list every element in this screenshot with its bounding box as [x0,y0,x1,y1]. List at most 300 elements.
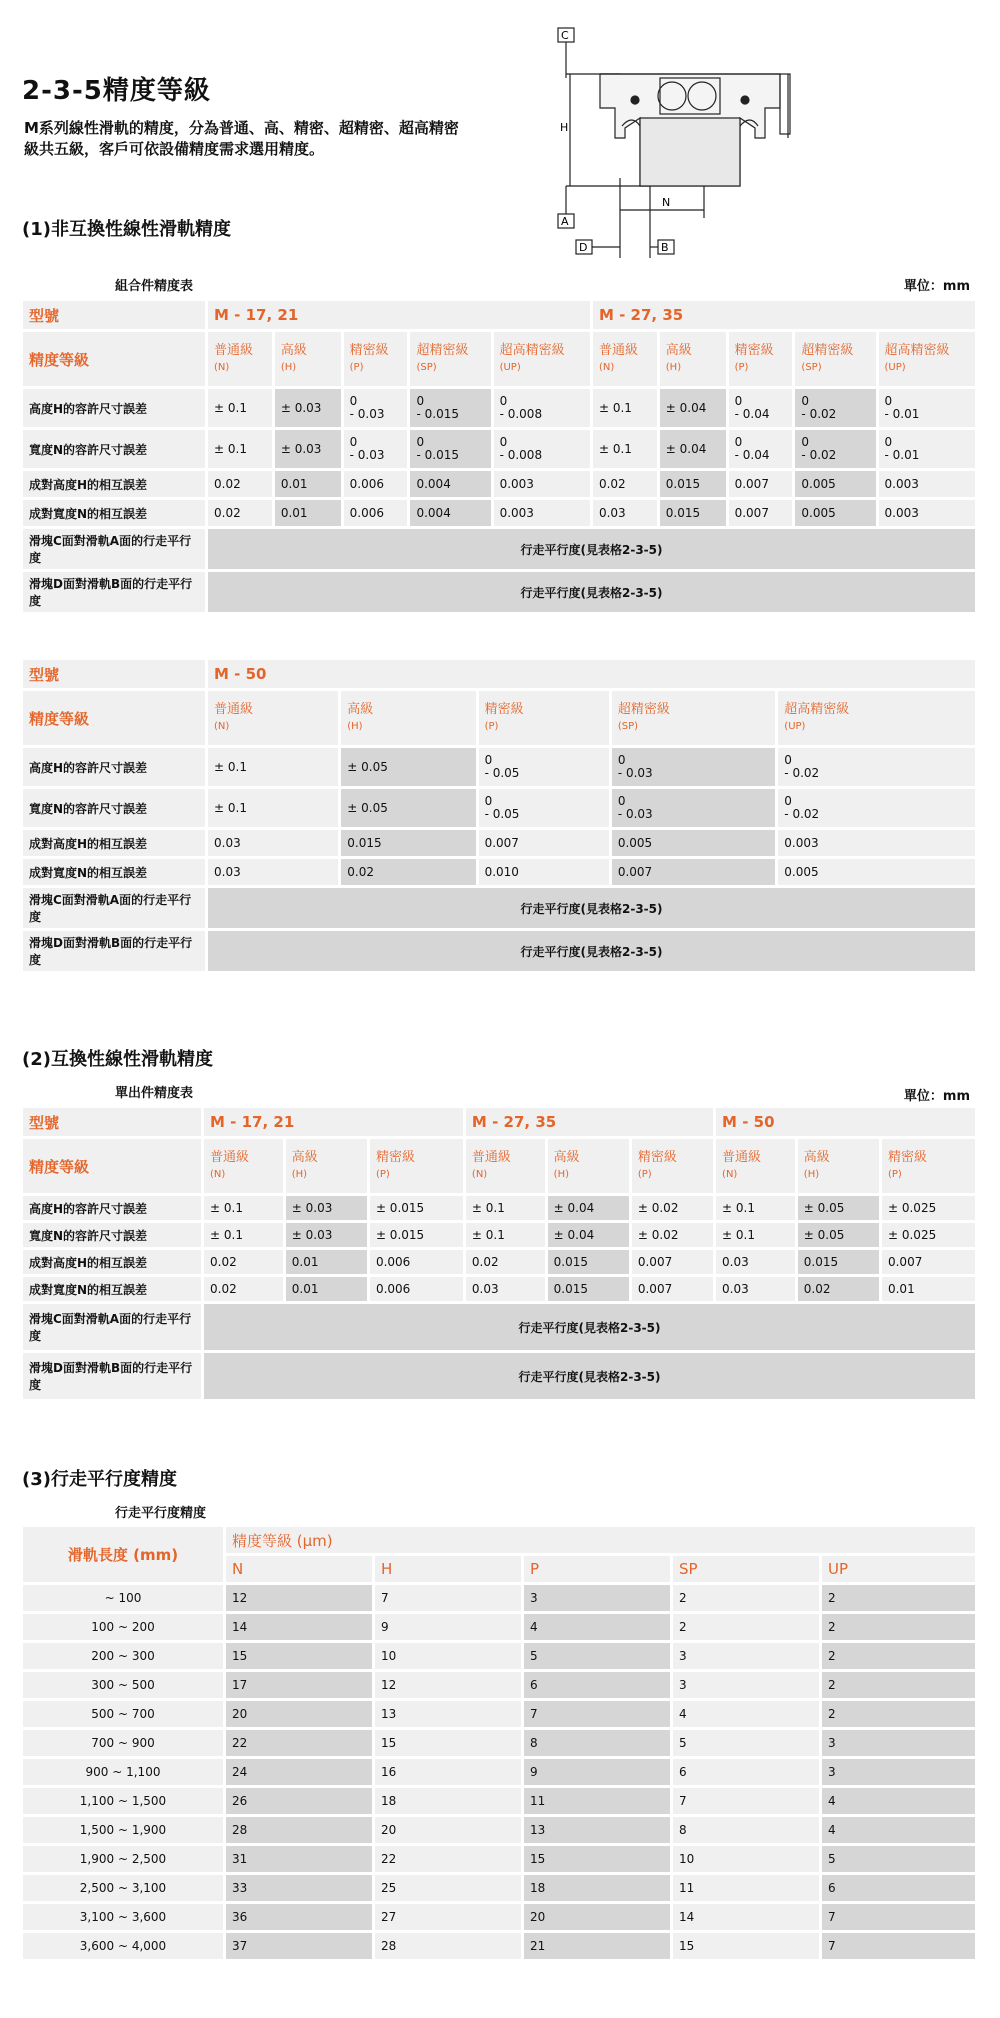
model-name: M - 17, 21 [208,301,590,329]
value-cell: 27 [375,1904,521,1930]
value-cell: ± 0.1 [204,1223,283,1247]
value-cell [494,389,590,427]
value-cell: 24 [226,1759,372,1785]
value-cell: 13 [524,1817,670,1843]
value-lower: - 0.03 [617,766,653,780]
grade-code: (H) [665,361,682,373]
value-cell: 7 [524,1701,670,1727]
grade-name: 普通級 [210,1149,250,1165]
grade-name: 超精密級 [801,342,854,358]
value-upper: 0 [484,794,493,808]
row-label: 滑塊D面對滑軌B面的行走平行度 [23,1353,201,1399]
grade-code: (P) [349,361,364,373]
grade-cell [479,691,609,745]
model-name: M - 50 [716,1108,975,1136]
value-cell: ± 0.1 [593,389,657,427]
table-row [23,1250,975,1274]
length-cell: 1,100 ~ 1,500 [23,1788,223,1814]
length-cell: 3,600 ~ 4,000 [23,1933,223,1959]
value-cell: 0.01 [275,471,341,497]
value-upper: 0 [499,435,508,449]
value-lower: - 0.05 [484,807,520,821]
value-cell: ± 0.03 [286,1223,367,1247]
value-cell: ± 0.05 [341,789,475,827]
value-cell [729,430,793,468]
row-label: 滑塊C面對滑軌A面的行走平行度 [23,1304,201,1350]
value-cell: 7 [375,1585,521,1611]
value-cell: ± 0.02 [632,1196,713,1220]
grade-cell [729,332,793,386]
model-label: 型號 [23,301,205,329]
section1-unit: 單位：mm [903,279,970,294]
table-row [23,931,975,971]
parallel-cell: 行走平行度(見表格2-3-5) [208,529,975,569]
value-lower: - 0.03 [349,407,385,421]
value-cell [612,789,775,827]
value-cell [879,430,975,468]
row-label: 高度H的容許尺寸誤差 [23,389,205,427]
value-cell: 0.007 [612,859,775,885]
value-upper: 0 [784,753,792,767]
value-cell: 0.007 [729,500,793,526]
value-cell: 0.015 [660,471,726,497]
value-upper: 0 [801,394,810,408]
value-cell: 5 [524,1643,670,1669]
model-label: 型號 [23,1108,201,1136]
grade-name: 普通級 [214,342,254,358]
parallel-cell: 行走平行度(見表格2-3-5) [204,1353,975,1399]
table-a [20,298,978,615]
value-cell: 28 [226,1817,372,1843]
section3-caption: 行走平行度精度 [115,1506,207,1521]
table-c [20,1105,978,1402]
table-row [23,1846,975,1872]
grade-name: 精密級 [349,342,389,358]
parallel-cell: 行走平行度(見表格2-3-5) [208,931,975,971]
value-cell: 17 [226,1672,372,1698]
value-cell: 10 [375,1643,521,1669]
grade-code: (UP) [884,361,906,373]
grade-cell [286,1139,367,1193]
value-cell: 12 [375,1672,521,1698]
value-cell: ± 0.1 [208,789,338,827]
row-label: 成對高度H的相互誤差 [23,830,205,856]
value-lower: - 0.015 [416,448,459,462]
grade-cell [466,1139,545,1193]
grade-name: 超高精密級 [884,342,950,358]
value-upper: 0 [734,435,743,449]
grade-code: (P) [375,1168,390,1180]
value-cell: 0.015 [798,1250,879,1274]
value-cell: 3 [822,1759,975,1785]
grade-code: (H) [347,720,363,732]
length-cell: 300 ~ 500 [23,1672,223,1698]
value-cell: 0.007 [882,1250,975,1274]
grade-name: 普通級 [598,342,638,358]
length-header: 滑軌長度 (mm) [23,1527,223,1582]
value-cell [778,789,975,827]
intro-text: M系列線性滑軌的精度，分為普通、高、精密、超精密、超高精密級共五級，客戶可依設備精度需求選用精度。 [24,119,459,158]
table-row [23,1353,975,1399]
table-d [20,1524,978,1962]
grade-col-header: UP [822,1556,975,1582]
value-cell: 0.004 [410,500,490,526]
grade-cell [341,691,475,745]
value-cell: 0.02 [466,1250,545,1274]
value-cell: 0.006 [370,1277,463,1301]
table-row [23,471,975,497]
value-cell: 7 [673,1788,819,1814]
grade-code: (SP) [416,361,437,373]
table-row [23,1196,975,1220]
model-label: 型號 [23,660,205,688]
value-cell: ± 0.05 [798,1196,879,1220]
value-cell: ± 0.1 [466,1196,545,1220]
value-lower: - 0.04 [734,407,770,421]
value-upper: 0 [416,394,425,408]
value-cell: 16 [375,1759,521,1785]
table-row [23,1277,975,1301]
row-label: 高度H的容許尺寸誤差 [23,748,205,786]
label-h: H [560,121,569,134]
table-row [23,430,975,468]
value-cell: 15 [673,1933,819,1959]
grade-name: 超高精密級 [499,342,565,358]
grade-cell [879,332,975,386]
value-cell: 0.006 [344,500,408,526]
value-cell: 0.03 [716,1250,795,1274]
value-cell: 15 [524,1846,670,1872]
value-cell: 21 [524,1933,670,1959]
value-cell: 2 [822,1614,975,1640]
value-cell: 0.015 [341,830,475,856]
value-cell: 11 [524,1788,670,1814]
value-cell: 0.003 [778,830,975,856]
value-cell: 6 [673,1759,819,1785]
grade-cell [778,691,975,745]
value-cell: 0.03 [593,500,657,526]
page-title: 2-3-5精度等級 [22,76,211,106]
length-cell: 100 ~ 200 [23,1614,223,1640]
grade-name: 高級 [665,342,692,358]
value-cell [410,389,490,427]
value-cell: 0.006 [344,471,408,497]
value-upper: 0 [801,435,810,449]
value-cell: 0.005 [795,500,875,526]
value-cell: 3 [524,1585,670,1611]
value-lower: - 0.03 [617,807,653,821]
value-cell: 0.03 [208,859,338,885]
value-cell: 2 [673,1585,819,1611]
length-cell: 2,500 ~ 3,100 [23,1875,223,1901]
value-cell: ± 0.1 [204,1196,283,1220]
table-row [23,1304,975,1350]
value-upper: 0 [784,794,792,808]
value-cell: 2 [822,1643,975,1669]
table-row [23,1672,975,1698]
value-cell: 4 [822,1788,975,1814]
grade-cell [204,1139,283,1193]
row-label: 滑塊D面對滑軌B面的行走平行度 [23,931,205,971]
grade-name: 超精密級 [617,701,670,717]
grade-name: 高級 [291,1149,318,1165]
value-cell: 36 [226,1904,372,1930]
value-cell [778,748,975,786]
grade-name: 高級 [280,342,307,358]
grade-code: (UP) [499,361,521,373]
value-cell: 14 [673,1904,819,1930]
table-row [23,500,975,526]
value-cell: 0.02 [204,1277,283,1301]
value-cell: 18 [375,1788,521,1814]
label-a: A [561,215,569,228]
grade-cell [275,332,341,386]
row-label: 高度H的容許尺寸誤差 [23,1196,201,1220]
length-cell: 200 ~ 300 [23,1643,223,1669]
value-cell: 11 [673,1875,819,1901]
grade-code: (N) [210,1168,226,1180]
value-cell: ± 0.04 [548,1196,629,1220]
value-cell: 15 [375,1730,521,1756]
value-cell: ± 0.1 [208,389,272,427]
value-cell: 28 [375,1933,521,1959]
value-lower: - 0.05 [484,766,520,780]
grade-cell [612,691,775,745]
value-cell [410,430,490,468]
table-row [23,529,975,569]
row-label: 成對寬度N的相互誤差 [23,500,205,526]
section3-heading: (3)行走平行度精度 [22,1469,177,1490]
row-label: 寬度N的容許尺寸誤差 [23,430,205,468]
value-cell: ± 0.1 [716,1223,795,1247]
table-row [23,1585,975,1611]
table-row [23,1643,975,1669]
value-cell: 0.015 [548,1250,629,1274]
value-cell: 0.007 [479,830,609,856]
value-lower: - 0.02 [784,766,820,780]
length-cell: 3,100 ~ 3,600 [23,1904,223,1930]
grade-code: (H) [280,361,297,373]
value-cell: 0.015 [548,1277,629,1301]
grade-code: (P) [637,1168,652,1180]
value-cell: 0.003 [494,471,590,497]
table-row [23,389,975,427]
section2-heading: (2)互換性線性滑軌精度 [22,1049,213,1070]
value-cell: 2 [673,1614,819,1640]
grade-code: (SP) [617,720,639,732]
model-name: M - 27, 35 [466,1108,713,1136]
value-cell: ± 0.1 [716,1196,795,1220]
value-upper: 0 [484,753,493,767]
value-cell: 14 [226,1614,372,1640]
value-cell: 0.01 [286,1277,367,1301]
grade-code: (P) [887,1168,902,1180]
table-b [20,657,978,974]
row-label: 成對高度H的相互誤差 [23,471,205,497]
row-label: 滑塊C面對滑軌A面的行走平行度 [23,529,205,569]
section2-caption: 單出件精度表 [115,1086,194,1101]
value-cell: 25 [375,1875,521,1901]
grade-col-header: P [524,1556,670,1582]
value-cell: ± 0.1 [208,430,272,468]
value-cell: ± 0.04 [660,389,726,427]
grade-label: 精度等級 [23,691,205,745]
row-label: 寬度N的容許尺寸誤差 [23,789,205,827]
grade-code: (P) [484,720,499,732]
value-cell: ± 0.1 [208,748,338,786]
rail-diagram [540,18,980,268]
value-cell: 7 [822,1904,975,1930]
value-cell: 0.02 [593,471,657,497]
value-upper: 0 [617,794,626,808]
length-cell: 500 ~ 700 [23,1701,223,1727]
value-cell: 0.004 [410,471,490,497]
grade-code: (H) [553,1168,569,1180]
value-cell: ± 0.04 [660,430,726,468]
section1-caption: 組合件精度表 [115,279,194,294]
model-name: M - 17, 21 [204,1108,463,1136]
grade-name: 精密級 [637,1149,677,1165]
value-cell [795,389,875,427]
value-lower: - 0.015 [416,407,459,421]
table-row [23,1730,975,1756]
value-cell: 0.007 [632,1250,713,1274]
value-cell: 20 [375,1817,521,1843]
value-cell [494,430,590,468]
grade-name: 高級 [803,1149,830,1165]
table-row [23,789,975,827]
grade-cell [410,332,490,386]
value-cell: 0.02 [798,1277,879,1301]
value-upper: 0 [884,394,893,408]
value-cell [479,789,609,827]
grade-code: (N) [214,361,230,373]
value-cell: 3 [673,1643,819,1669]
table-row [23,1933,975,1959]
grade-cell [548,1139,629,1193]
table-row [23,1817,975,1843]
value-cell: 0.03 [208,830,338,856]
table-row [23,1904,975,1930]
grade-cell [494,332,590,386]
length-cell: 1,900 ~ 2,500 [23,1846,223,1872]
value-cell: 0.005 [612,830,775,856]
value-cell: 5 [673,1730,819,1756]
length-cell: ~ 100 [23,1585,223,1611]
value-lower: - 0.008 [499,407,543,421]
value-cell: ± 0.04 [548,1223,629,1247]
value-cell: 26 [226,1788,372,1814]
row-label: 寬度N的容許尺寸誤差 [23,1223,201,1247]
grade-code: (N) [598,361,615,373]
length-cell: 900 ~ 1,100 [23,1759,223,1785]
value-cell: ± 0.025 [882,1223,975,1247]
grade-cell [344,332,408,386]
table-row [23,748,975,786]
table-row [23,859,975,885]
row-label: 滑塊C面對滑軌A面的行走平行度 [23,888,205,928]
value-cell [612,748,775,786]
value-cell: 4 [822,1817,975,1843]
value-cell: ± 0.1 [466,1223,545,1247]
table-row [23,572,975,612]
grade-label: 精度等級 [23,332,205,386]
value-cell: 0.01 [882,1277,975,1301]
grade-cell [208,332,272,386]
value-cell: 0.005 [795,471,875,497]
value-lower: - 0.01 [884,448,920,462]
value-cell: 0.03 [466,1277,545,1301]
value-cell: 2 [822,1672,975,1698]
value-cell [879,389,975,427]
grade-cell [660,332,726,386]
value-cell: 9 [524,1759,670,1785]
table-row [23,830,975,856]
value-cell: 22 [226,1730,372,1756]
value-cell [344,430,408,468]
grade-code: (N) [722,1168,738,1180]
grade-name: 普通級 [471,1149,511,1165]
row-label: 成對寬度N的相互誤差 [23,1277,201,1301]
value-cell: 18 [524,1875,670,1901]
row-label: 成對寬度N的相互誤差 [23,859,205,885]
value-cell: 3 [822,1730,975,1756]
value-upper: 0 [499,394,508,408]
row-label: 滑塊D面對滑軌B面的行走平行度 [23,572,205,612]
table-row [23,888,975,928]
value-upper: 0 [349,394,358,408]
table-row [23,1788,975,1814]
value-cell [479,748,609,786]
parallel-cell: 行走平行度(見表格2-3-5) [208,572,975,612]
grade-col-header: N [226,1556,372,1582]
grade-name: 超精密級 [416,342,469,358]
value-cell: ± 0.03 [286,1196,367,1220]
grade-cell [716,1139,795,1193]
value-cell: 6 [524,1672,670,1698]
value-lower: - 0.008 [499,448,543,462]
grade-code: (UP) [784,720,806,732]
label-d: D [579,241,588,254]
value-cell: ± 0.1 [593,430,657,468]
model-name: M - 50 [208,660,975,688]
value-lower: - 0.04 [734,448,770,462]
value-cell: 37 [226,1933,372,1959]
value-cell: 5 [822,1846,975,1872]
value-lower: - 0.03 [349,448,385,462]
table-row [23,1614,975,1640]
value-cell: 13 [375,1701,521,1727]
length-cell: 1,500 ~ 1,900 [23,1817,223,1843]
value-upper: 0 [884,435,893,449]
value-cell: 4 [524,1614,670,1640]
table-row [23,1223,975,1247]
value-cell: 9 [375,1614,521,1640]
grade-name: 高級 [553,1149,580,1165]
value-cell: 20 [524,1904,670,1930]
grade-code: (H) [291,1168,308,1180]
table-row [23,1875,975,1901]
grade-cell [370,1139,463,1193]
value-cell: 6 [822,1875,975,1901]
grade-header: 精度等級 (μm) [226,1527,975,1553]
value-cell: 12 [226,1585,372,1611]
value-cell: 0.007 [729,471,793,497]
value-cell: 22 [375,1846,521,1872]
value-upper: 0 [617,753,626,767]
grade-name: 精密級 [734,342,774,358]
grade-col-header: H [375,1556,521,1582]
